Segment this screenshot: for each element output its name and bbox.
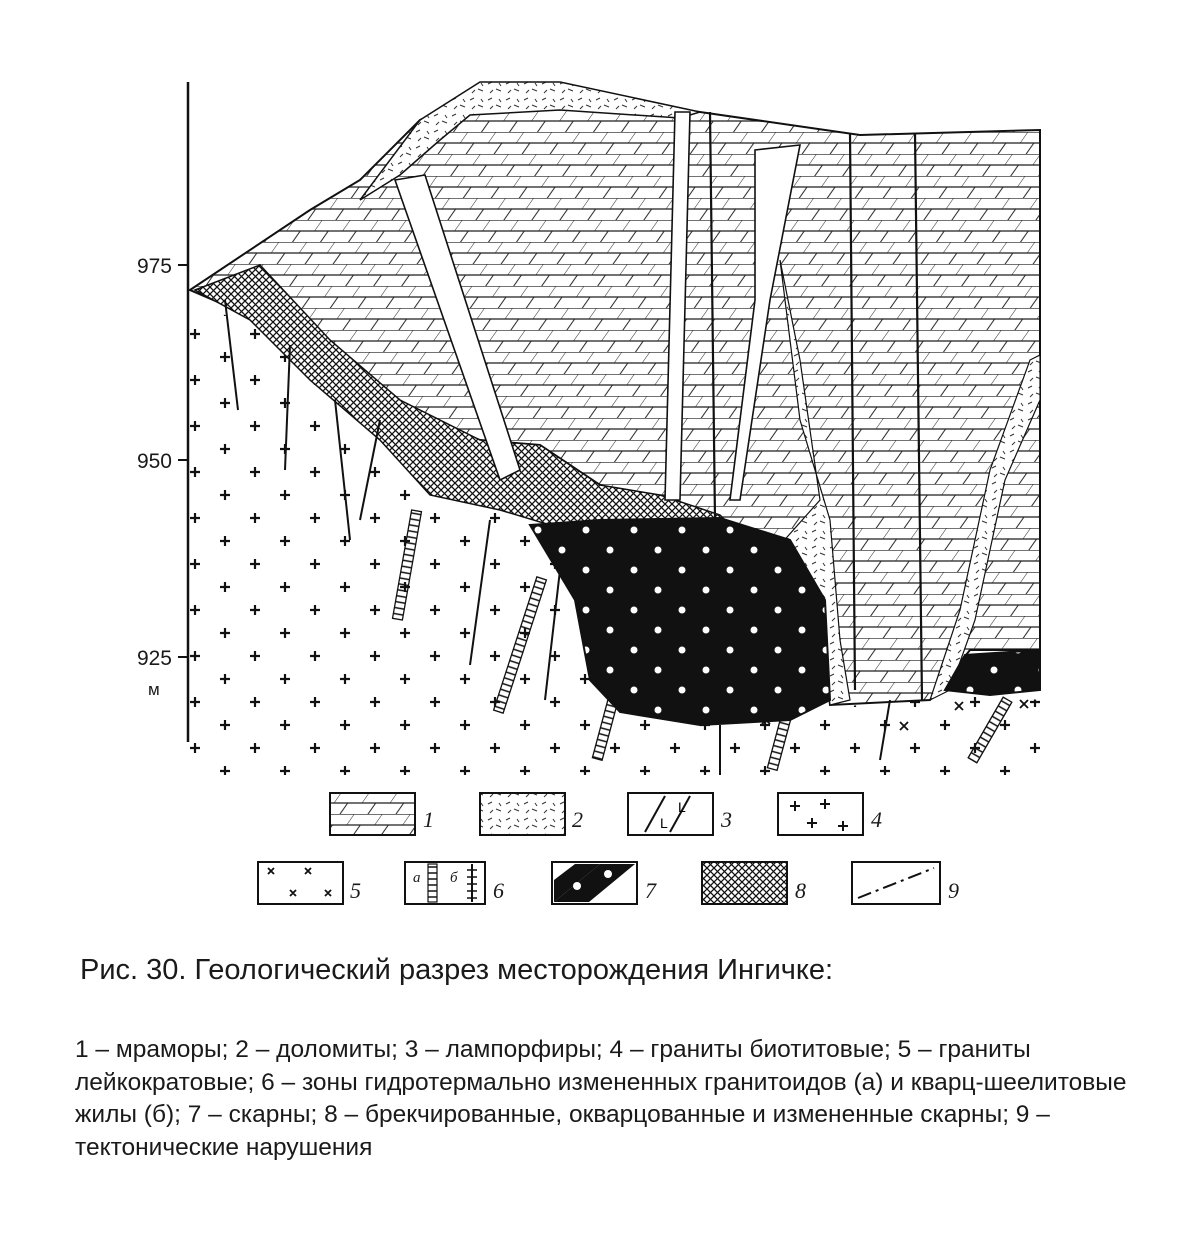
legend-num-7: 7 bbox=[645, 878, 656, 903]
legend-num-3: 3 bbox=[721, 807, 732, 832]
legend bbox=[258, 793, 959, 904]
legend-sub-b: б bbox=[450, 870, 458, 886]
axis-tick-950: 950 bbox=[136, 450, 172, 473]
legend-item-4 bbox=[778, 793, 882, 835]
legend-num-1: 1 bbox=[423, 807, 434, 832]
legend-num-9: 9 bbox=[948, 878, 959, 903]
legend-item-6 bbox=[405, 862, 504, 904]
legend-num-5: 5 bbox=[350, 878, 361, 903]
legend-item-3 bbox=[628, 793, 732, 835]
svg-text:L: L bbox=[660, 815, 668, 831]
legend-num-4: 4 bbox=[871, 807, 882, 832]
axis-unit: м bbox=[148, 680, 160, 699]
legend-sub-a: а bbox=[413, 870, 421, 886]
figure-caption: Рис. 30. Геологический разрез месторождения Ингичке: bbox=[80, 954, 834, 986]
legend-num-2: 2 bbox=[572, 807, 583, 832]
svg-text:L: L bbox=[678, 799, 686, 815]
axis-tick-975: 975 bbox=[136, 255, 172, 278]
legend-item-7 bbox=[552, 862, 657, 904]
depth-axis bbox=[137, 82, 188, 742]
legend-description: 1 – мраморы; 2 – доломиты; 3 – лампорфиры; 4 – граниты биотитовые; 5 – граниты лейкократовые; 6 – зоны гидротермально измененных гранитоидов (а) и кварц-шеелитовые жилы (б); 7 – скарны; 8 – брекчированные, окварцованные и измененные скарны; 9 – тектонические нарушения bbox=[75, 1036, 1127, 1161]
legend-num-8: 8 bbox=[795, 878, 806, 903]
legend-num-6: 6 bbox=[493, 878, 504, 903]
axis-tick-925: 925 bbox=[136, 647, 172, 670]
legend-item-2 bbox=[480, 793, 583, 835]
cross-section bbox=[190, 82, 1040, 775]
legend-item-1 bbox=[330, 793, 434, 835]
legend-item-8 bbox=[702, 862, 806, 904]
legend-item-9 bbox=[852, 862, 959, 904]
legend-item-5 bbox=[258, 862, 361, 904]
